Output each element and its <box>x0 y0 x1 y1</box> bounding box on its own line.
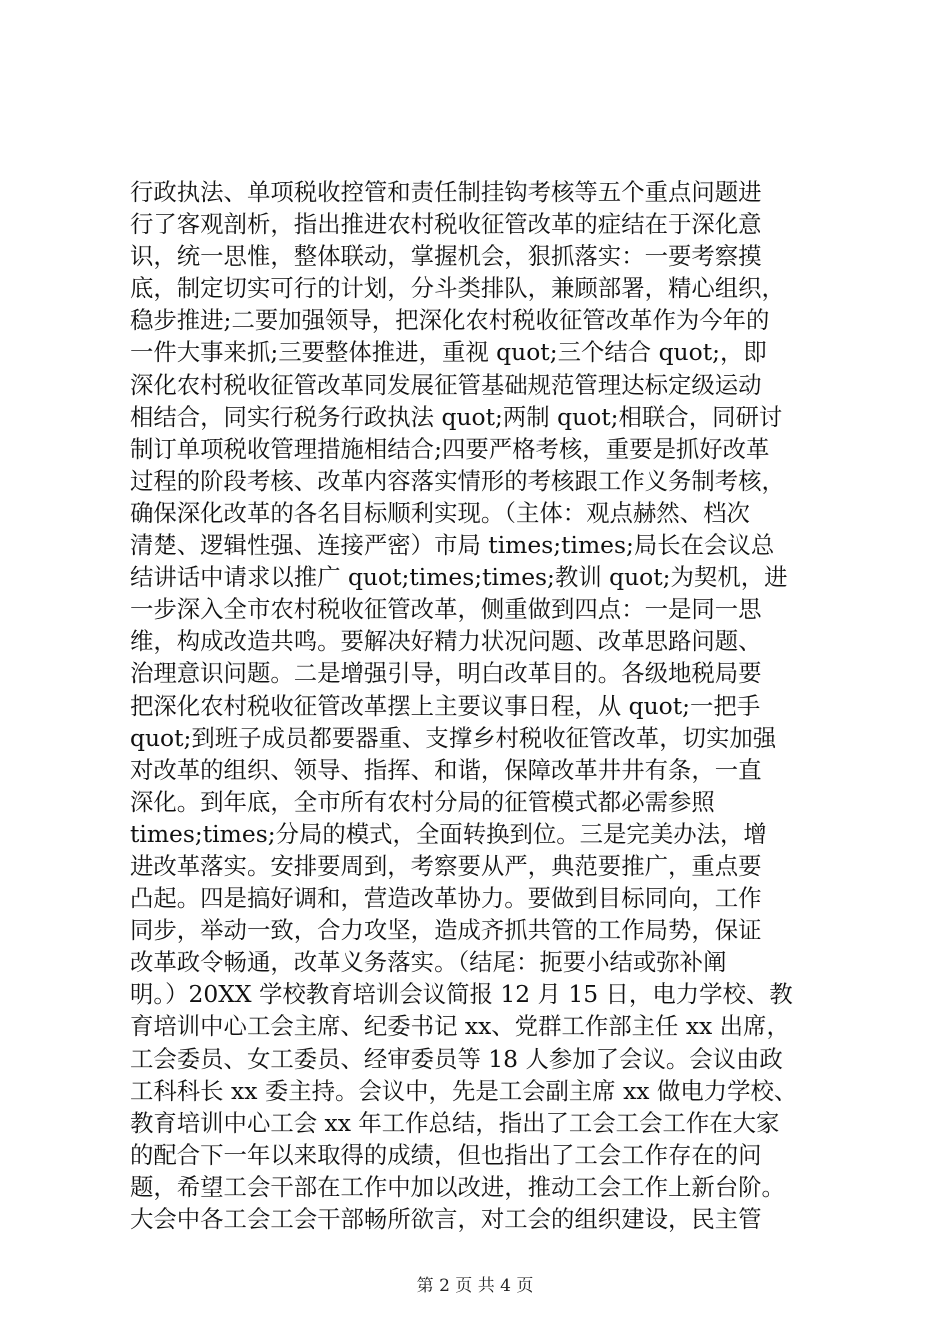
text-line: 清楚、逻辑性强、连接严密）市局 times;times;局长在会议总 <box>130 531 775 560</box>
text-line: 工会委员、女工委员、经审委员等 18 人参加了会议。会议由政 <box>130 1044 783 1073</box>
text-line: 明。）20XX 学校教育培训会议简报 12 月 15 日，电力学校、教 <box>130 980 793 1009</box>
text-line: 同步，举动一致，合力攻坚，造成齐抓共管的工作局势，保证 <box>130 916 762 945</box>
text-line: 育培训中心工会主席、纪委书记 xx、党群工作部主任 xx 出席， <box>130 1012 790 1041</box>
text-line: 的配合下一年以来取得的成绩，但也指出了工会工作存在的问 <box>130 1140 762 1169</box>
text-line: 相结合，同实行税务行政执法 quot;两制 quot;相联合，同研讨 <box>130 402 783 431</box>
text-line: 进改革落实。安排要周到，考察要从严，典范要推广，重点要 <box>130 851 762 880</box>
text-line: quot;到班子成员都要器重、支撑乡村税收征管改革，切实加强 <box>130 723 777 752</box>
body-text <box>130 176 830 1235</box>
text-line: 确保深化改革的各名目标顺利实现。（主体：观点赫然、档次 <box>130 498 750 527</box>
page-footer <box>0 1271 950 1296</box>
text-line: 行政执法、单项税收控管和责任制挂钩考核等五个重点问题进 <box>130 178 762 206</box>
text-line: 识，统一思惟，整体联动，掌握机会，狠抓落实：一要考察摸 <box>130 242 762 271</box>
text-line: 改革政令畅通，改革义务落实。（结尾：扼要小结或弥补阐 <box>130 948 727 977</box>
text-line: 稳步推进;二要加强领导，把深化农村税收征管改革作为今年的 <box>130 306 770 335</box>
text-line: 把深化农村税收征管改革摆上主要议事日程，从 quot;一把手 <box>130 691 761 720</box>
text-line: 结讲话中请求以推广 quot;times;times;教训 quot;为契机，进 <box>130 563 788 592</box>
text-line: 工科科长 xx 委主持。会议中，先是工会副主席 xx 做电力学校、 <box>130 1076 798 1105</box>
text-line: 过程的阶段考核、改革内容落实情形的考核跟工作义务制考核， <box>130 466 785 495</box>
text-line: 凸起。四是搞好调和，营造改革协力。要做到目标同向，工作 <box>130 884 762 913</box>
page-number: 第 2 页 共 4 页 <box>416 1276 534 1296</box>
text-line: times;times;分局的模式，全面转换到位。三是完美办法，增 <box>130 819 767 848</box>
text-line: 底，制定切实可行的计划，分斗类排队，兼顾部署，精心组织， <box>130 274 785 303</box>
text-line: 行了客观剖析，指出推进农村税收征管改革的症结在于深化意 <box>130 210 762 239</box>
text-line: 制订单项税收管理措施相结合;四要严格考核，重要是抓好改革 <box>130 434 770 463</box>
text-line: 深化农村税收征管改革同发展征管基础规范管理达标定级运动 <box>130 370 762 399</box>
text-line: 深化。到年底，全市所有农村分局的征管模式都必需参照 <box>130 787 715 816</box>
text-line: 一步深入全市农村税收征管改革，侧重做到四点：一是同一思 <box>130 595 762 624</box>
text-line: 治理意识问题。二是增强引导，明白改革目的。各级地税局要 <box>130 659 762 688</box>
text-line: 教育培训中心工会 xx 年工作总结，指出了工会工会工作在大家 <box>130 1108 780 1137</box>
text-line: 维，构成改造共鸣。要解决好精力状况问题、改革思路问题、 <box>130 627 762 656</box>
text-line: 对改革的组织、领导、指挥、和谐，保障改革井井有条，一直 <box>130 755 762 784</box>
text-line: 大会中各工会工会干部畅所欲言，对工会的组织建设，民主管 <box>130 1205 762 1233</box>
text-line: 一件大事来抓;三要整体推进，重视 quot;三个结合 quot;，即 <box>130 338 767 367</box>
text-line: 题，希望工会干部在工作中加以改进，推动工会工作上新台阶。 <box>130 1172 785 1201</box>
